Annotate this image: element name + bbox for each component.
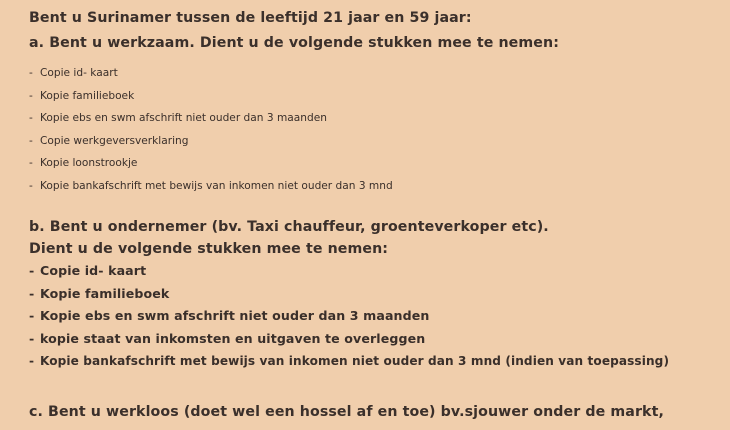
list-item	[29, 331, 669, 354]
list-item	[29, 354, 669, 377]
bullet-dash: -	[29, 134, 33, 147]
list-item	[29, 66, 393, 89]
bullet-dash: -	[29, 67, 33, 79]
list-item-text: Kopie bankafschrift met bewijs van inkomen niet ouder dan 3 mnd (indien van toepassing)	[40, 353, 670, 368]
list-item-text: Kopie familieboek	[40, 285, 170, 301]
list-item-text: Copie id- kaart	[40, 67, 118, 79]
section-b-list	[29, 263, 669, 376]
list-item-text: Kopie familieboek	[40, 89, 135, 102]
list-item	[29, 308, 669, 331]
list-item-text: kopie staat van inkomsten en uitgaven te overleggen	[40, 331, 426, 347]
list-item	[29, 111, 393, 134]
section-a-heading: a. Bent u werkzaam. Dient u de volgende stukken mee te nemen:	[29, 35, 559, 51]
section-c-heading: c. Bent u werkloos (doet wel een hossel af en toe) bv.sjouwer onder de markt,	[29, 404, 664, 420]
bullet-dash: -	[29, 353, 35, 368]
bullet-dash: -	[29, 157, 33, 170]
section-b-heading: b. Bent u ondernemer (bv. Taxi chauffeur, groenteverkoper etc).	[29, 219, 549, 235]
intro-heading: Bent u Surinamer tussen de leeftijd 21 jaar en 59 jaar:	[29, 10, 472, 26]
bullet-dash: -	[29, 331, 35, 347]
list-item-text: Kopie bankafschrift met bewijs van inkomen niet ouder dan 3 mnd	[40, 179, 393, 192]
list-item-text: Kopie loonstrookje	[40, 157, 138, 170]
bullet-dash: -	[29, 263, 35, 278]
list-item	[29, 134, 393, 157]
section-a-list	[29, 66, 393, 202]
list-item-text: Kopie ebs en swm afschrift niet ouder dan 3 maanden	[40, 308, 430, 324]
list-item	[29, 179, 393, 202]
bullet-dash: -	[29, 89, 33, 102]
list-item-text: Copie id- kaart	[40, 263, 147, 278]
bullet-dash: -	[29, 179, 33, 192]
list-item	[29, 156, 393, 179]
bullet-dash: -	[29, 308, 35, 324]
bullet-dash: -	[29, 285, 35, 301]
list-item-text: Copie werkgeversverklaring	[40, 134, 189, 147]
section-b-subheading: Dient u de volgende stukken mee te nemen:	[29, 241, 389, 257]
list-item	[29, 286, 669, 309]
list-item-text: Kopie ebs en swm afschrift niet ouder dan 3 maanden	[40, 112, 327, 125]
bullet-dash: -	[29, 112, 33, 125]
list-item	[29, 89, 393, 112]
list-item	[29, 263, 669, 286]
